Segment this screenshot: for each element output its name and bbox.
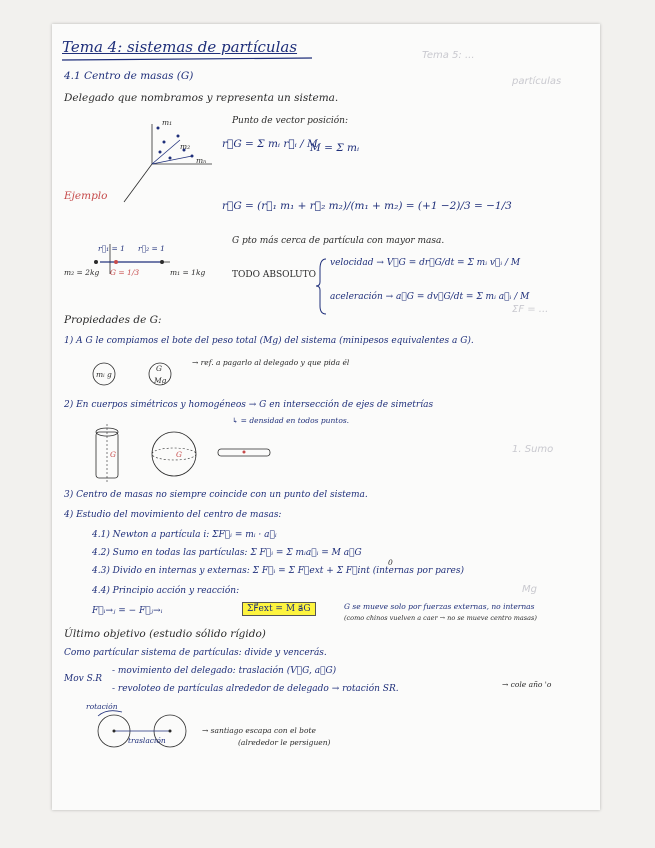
prop2-g-cylinder: G <box>110 450 116 459</box>
total-mass-formula: M = Σ mᵢ <box>310 142 360 154</box>
bleed-through-2: partículas <box>512 76 562 87</box>
g-moves-note: G se mueve solo por fuerzas externas, no internas <box>344 602 535 611</box>
acceleration-formula: aceleración → a⃗G = dv⃗G/dt = Σ mᵢ a⃗ᵢ / M <box>330 292 530 302</box>
rg-formula: r⃗G = Σ mᵢ r⃗ᵢ / M <box>222 138 318 150</box>
step-4-3: 4.3) Divido en internas y externas: Σ F⃗ᵢ = Σ F⃗ext + Σ F⃗int (internas por pares) <box>92 566 465 576</box>
bleed-through-5: Mg <box>522 584 537 595</box>
section-4-1-heading: 4.1 Centro de masas (G) <box>64 70 194 82</box>
brace <box>316 259 326 314</box>
example-label-m2: m₂ = 2kg <box>64 268 100 277</box>
internal-forces-zero: 0 <box>388 558 393 567</box>
step-4-1: 4.1) Newton a partícula i: ΣF⃗ᵢ = mᵢ · a⃗ᵢ <box>92 530 277 540</box>
example-formula: r⃗G = (r⃗₁ m₁ + r⃗₂ m₂)/(m₁ + m₂) = (+1 −2)/3 = −1/3 <box>222 200 512 212</box>
title-underline <box>62 58 312 60</box>
santiago-note-b: (alrededor le persiguen) <box>238 738 331 747</box>
divide-conquer: Como partícular sistema de partículas: divide y vencerás. <box>64 648 327 658</box>
intro-line: Delegado que nombramos y representa un sistema. <box>64 92 339 104</box>
mov-translation: - movimiento del delegado: traslación (V⃗G, a⃗G) <box>112 666 337 676</box>
example-label-r1: r⃗₁ = 1 <box>98 244 125 253</box>
g-moves-note-b: (como chinos vuelven a caer → no se mueve centro masas) <box>344 614 537 622</box>
g-closer-note: G pto más cerca de partícula con mayor masa. <box>232 236 445 246</box>
property-2-note: ↳ = densidad en todos puntos. <box>232 416 350 425</box>
property-2: 2) En cuerpos simétricos y homogéneos → G en intersección de ejes de simetrías <box>64 400 434 410</box>
page-title: Tema 4: sistemas de partículas <box>62 38 298 56</box>
last-objective: Último objetivo (estudio sólido rígido) <box>64 628 266 640</box>
prop1-fig-mg: Mg <box>154 376 167 385</box>
property-3: 3) Centro de masas no siempre coincide con un punto del sistema. <box>64 490 368 500</box>
fig1-label-mn: mₙ <box>196 156 207 165</box>
mov-sr-label: Mov S.R <box>64 674 103 684</box>
todo-absoluto: TODO ABSOLUTO <box>232 270 316 280</box>
fig1-label-m2: m₂ <box>180 142 191 151</box>
mov-rotation-note: → cole año 'o <box>502 680 552 689</box>
property-1: 1) A G le compiamos el bote del peso total (Mg) del sistema (minipesos equivalentes a G). <box>64 336 474 346</box>
bleed-through-3: ΣF = ... <box>512 304 549 315</box>
example-label-m1: m₁ = 1kg <box>170 268 206 277</box>
mov-rotation: - revoloteo de partículas alrededor de delegado → rotación SR. <box>112 684 399 694</box>
mass-m1-dot <box>160 260 164 264</box>
prop1-fig-mig: mᵢ g <box>96 370 112 379</box>
step-4-2: 4.2) Sumo en todas las partículas: Σ F⃗ᵢ = Σ mᵢa⃗ᵢ = M a⃗G <box>92 548 362 558</box>
prop2-g-sphere: G <box>176 450 182 459</box>
property-1-note: → ref. a pagarlo al delegado y que pida él <box>192 358 350 367</box>
mass-m2-dot <box>94 260 98 264</box>
position-vector-heading: Punto de vector posición: <box>232 116 348 126</box>
rotation-label: rotación <box>86 702 118 711</box>
bleed-through-1: Tema 5: ... <box>422 50 475 61</box>
sphere <box>152 432 196 476</box>
property-4: 4) Estudio del movimiento del centro de masas: <box>64 510 282 520</box>
velocity-formula: velocidad → V⃗G = dr⃗G/dt = Σ mᵢ v⃗ᵢ / M <box>330 258 521 268</box>
properties-heading: Propiedades de G: <box>64 314 162 326</box>
example-label-r2: r⃗₂ = 1 <box>138 244 165 253</box>
action-reaction-formula: F⃗ᵢ→ⱼ = − F⃗ⱼ→ᵢ <box>92 606 163 616</box>
fig1-label-m1: m₁ <box>162 118 173 127</box>
santiago-note: → santiago escapa con el bote <box>202 726 316 735</box>
translation-label: traslación <box>128 736 166 745</box>
notebook-page <box>52 24 600 810</box>
bleed-through-4: 1. Sumo <box>512 444 554 455</box>
highlighted-result: ΣF⃗ext = M a⃗G <box>242 602 316 616</box>
g-point-dot <box>114 260 118 264</box>
example-label-g: G = 1/3 <box>110 268 140 277</box>
prop1-fig-g: G <box>156 364 162 373</box>
example-heading: Ejemplo <box>64 190 108 202</box>
step-4-4: 4.4) Principio acción y reacción: <box>92 586 240 596</box>
